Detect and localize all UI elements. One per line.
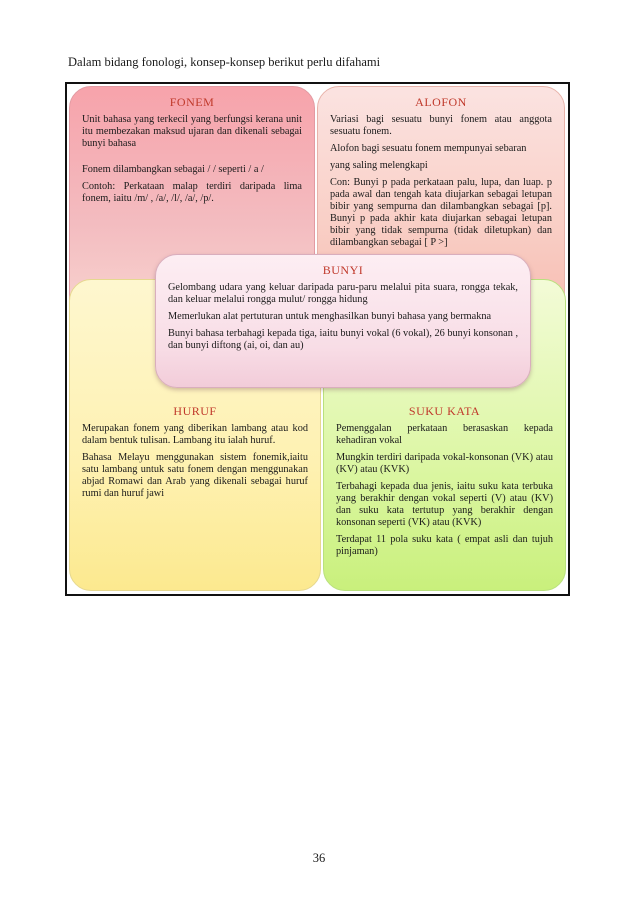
fonem-example: Contoh: Perkataan malap terdiri daripada lima fonem, iaitu /m/ , /a/, /l/, /a/, /p/. xyxy=(82,181,302,204)
alofon-example: Con: Bunyi p pada perkataan palu, lupa, dan luap. p pada awal dan tengah kata diujarkan sebagai letupan bibir yang sempurna dan dilambangkan sebagai [p]. Bunyi p pada akhir kata diujarkan sebagai letupan bibir yang tidak sempurna (tidak diletupkan) dan dilambangkan sebagai [ P >] xyxy=(330,177,552,248)
huruf-title: HURUF xyxy=(173,404,217,418)
fonem-symbol: Fonem dilambangkan sebagai / / seperti / a / xyxy=(82,164,264,175)
alofon-title: ALOFON xyxy=(415,95,467,109)
suku-kata-composition: Mungkin terdiri daripada vokal-konsonan (VK) atau (KV) atau (KVK) xyxy=(336,452,553,475)
page-number: 36 xyxy=(312,851,326,865)
alofon-definition: Variasi bagi sesuatu bunyi fonem atau anggota sesuatu fonem. xyxy=(330,114,552,137)
fonem-title: FONEM xyxy=(169,95,215,109)
bunyi-types: Bunyi bahasa terbahagi kepada tiga, iaitu bunyi vokal (6 vokal), 26 bunyi konsonan , dan bunyi diftong (ai, oi, dan au) xyxy=(168,328,519,351)
suku-kata-title: SUKU KATA xyxy=(408,404,481,418)
bunyi-articulation: Memerlukan alat pertuturan untuk menghasilkan bunyi bahasa yang bermakna xyxy=(168,311,492,322)
suku-kata-types: Terbahagi kepada dua jenis, iaitu suku kata terbuka yang berakhir dengan vokal seperti (V) atau (KV) dan suku kata tertutup yang berakhir dengan konsonan seperti (VK) atau (KVK) xyxy=(336,481,553,528)
huruf-definition: Merupakan fonem yang diberikan lambang atau kod dalam bentuk tulisan. Lambang itu ialah huruf. xyxy=(82,423,308,446)
bunyi-definition: Gelombang udara yang keluar daripada paru-paru melalui pita suara, rongga tekak, dan keluar melalui rongga mulut/ rongga hidung xyxy=(168,282,518,305)
fonem-definition: Unit bahasa yang terkecil yang berfungsi kerana unit itu membezakan maksud ujaran dan dikenali sebagai bunyi bahasa xyxy=(82,114,302,149)
bunyi-title: BUNYI xyxy=(322,263,364,277)
alofon-distribution: Alofon bagi sesuatu fonem mempunyai sebaran xyxy=(330,143,527,154)
huruf-system: Bahasa Melayu menggunakan sistem fonemik,iaitu satu lambang untuk satu fonem dengan menggunakan abjad Romawi dan Arab yang dikenali sebagai huruf rumi dan huruf jawi xyxy=(82,452,308,499)
suku-kata-patterns: Terdapat 11 pola suku kata ( empat asli dan tujuh pinjaman) xyxy=(336,534,553,557)
suku-kata-definition: Pemenggalan perkataan berasaskan kepada kehadiran vokal xyxy=(336,423,553,446)
intro-text: Dalam bidang fonologi, konsep-konsep berikut perlu difahami xyxy=(68,55,381,69)
concept-diagram xyxy=(65,82,570,596)
alofon-complementary: yang saling melengkapi xyxy=(330,160,428,171)
bunyi-box xyxy=(155,254,531,388)
